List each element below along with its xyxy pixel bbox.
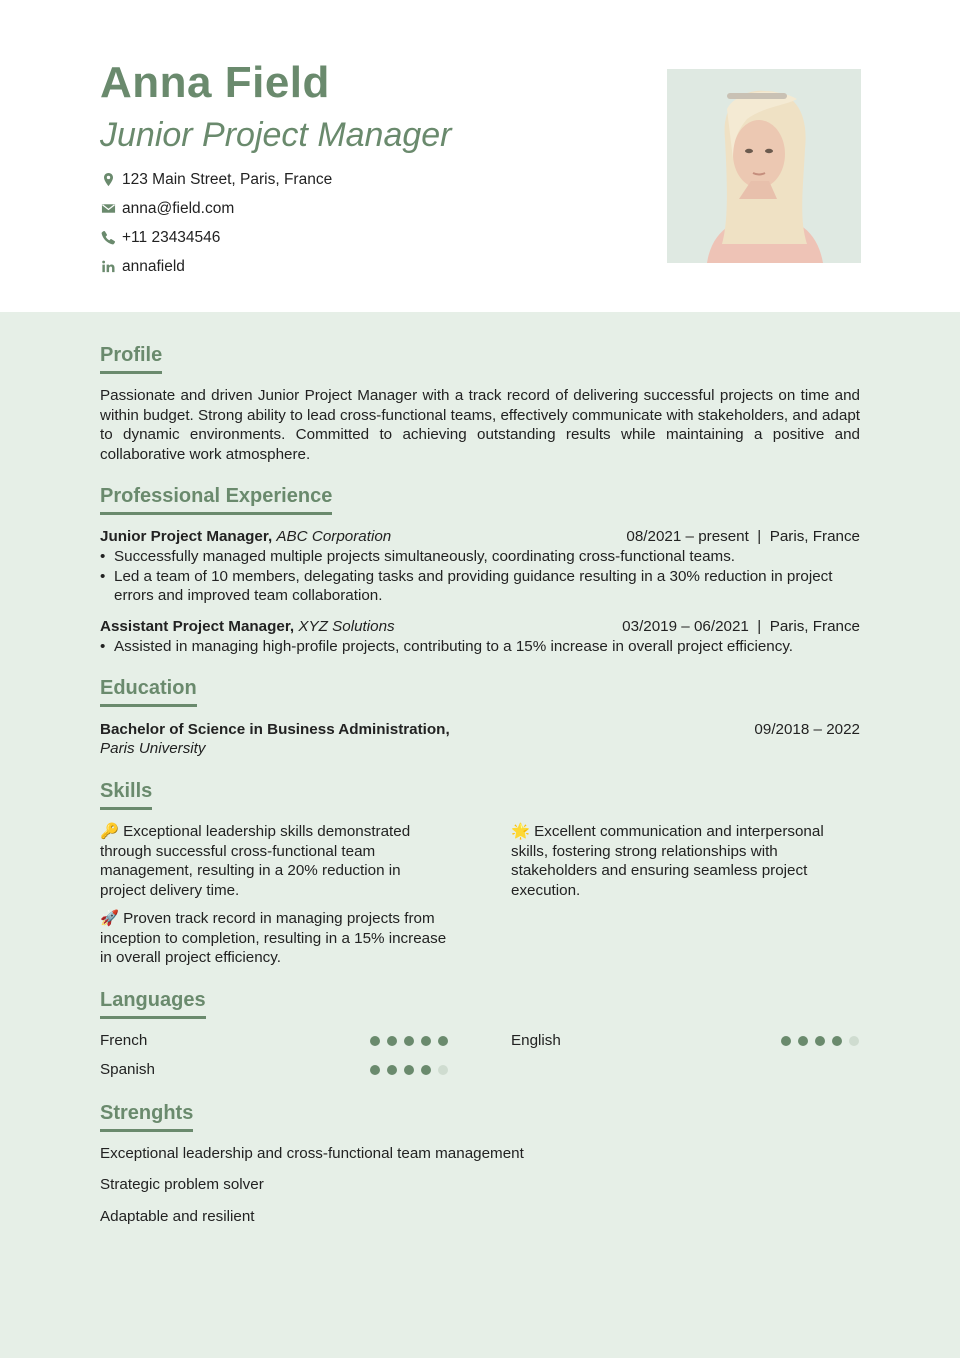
job-2-company: XYZ Solutions — [298, 618, 395, 635]
job-1-role: Junior Project Manager, — [100, 528, 273, 545]
skill-item-3: 🚀 Proven track record in managing projects from inception to completion, resulting in a 15% increase in overall project efficiency. — [100, 910, 447, 966]
job-2-location: Paris, France — [769, 618, 860, 635]
job-1-title — [100, 527, 391, 547]
education-header — [100, 720, 860, 740]
contact-phone[interactable] — [100, 223, 332, 252]
resume-header — [0, 0, 960, 312]
phone-icon — [100, 230, 116, 246]
job-1-header — [100, 527, 860, 547]
education-heading: Education — [100, 676, 197, 707]
rating-dot-filled — [387, 1065, 397, 1075]
contact-linkedin[interactable] — [100, 252, 332, 281]
rating-dot-filled — [815, 1036, 825, 1046]
strengths-heading: Strenghts — [100, 1101, 193, 1132]
profile-heading: Profile — [100, 343, 162, 374]
contact-address — [100, 165, 332, 194]
rating-dot-empty — [849, 1036, 859, 1046]
rating-dot-empty — [438, 1065, 448, 1075]
job-1-bullets — [100, 547, 840, 606]
job-2-meta: 03/2019 – 06/2021 | Paris, France — [622, 618, 860, 635]
job-1-location: Paris, France — [769, 528, 860, 545]
education-dates: 09/2018 – 2022 — [754, 721, 860, 738]
strength-item-2: Strategic problem solver — [100, 1176, 264, 1193]
contact-phone-text[interactable]: +11 23434546 — [122, 228, 221, 246]
rating-dot-filled — [370, 1065, 380, 1075]
rating-dot-filled — [370, 1036, 380, 1046]
rating-dot-filled — [404, 1065, 414, 1075]
rating-dot-filled — [421, 1065, 431, 1075]
strength-item-3: Adaptable and resilient — [100, 1208, 255, 1225]
list-item: • Assisted in managing high-profile projects, contributing to a 15% increase in overall project efficiency. — [100, 637, 860, 657]
contact-address-text: 123 Main Street, Paris, France — [122, 170, 333, 188]
strength-item-1: Exceptional leadership and cross-functional team management — [100, 1145, 524, 1162]
contact-list — [100, 165, 332, 281]
candidate-title: Junior Project Manager — [100, 116, 452, 154]
job-2-header — [100, 617, 860, 637]
candidate-name: Anna Field — [100, 58, 330, 107]
language-rating-spanish — [370, 1065, 448, 1075]
language-name-french: French — [100, 1032, 148, 1049]
contact-email-text[interactable]: anna@field.com — [122, 199, 235, 217]
job-1-meta: 08/2021 – present | Paris, France — [626, 528, 860, 545]
job-1-dates: 08/2021 – present — [626, 528, 749, 545]
language-name-english: English — [511, 1032, 561, 1049]
education-school: Paris University — [100, 740, 206, 757]
contact-email[interactable] — [100, 194, 332, 223]
rating-dot-filled — [438, 1036, 448, 1046]
experience-heading: Professional Experience — [100, 484, 332, 515]
job-2-dates: 03/2019 – 06/2021 — [622, 618, 749, 635]
resume-body — [0, 312, 960, 1358]
job-2-title — [100, 617, 395, 637]
job-2-role: Assistant Project Manager, — [100, 618, 295, 635]
list-item: • Successfully managed multiple projects simultaneously, coordinating cross-functional teams. — [100, 547, 840, 567]
language-name-spanish: Spanish — [100, 1061, 155, 1078]
rating-dot-filled — [421, 1036, 431, 1046]
envelope-icon — [100, 201, 116, 217]
rating-dot-filled — [781, 1036, 791, 1046]
skills-heading: Skills — [100, 779, 152, 810]
language-rating-french — [370, 1036, 448, 1046]
contact-linkedin-text[interactable]: annafield — [122, 257, 185, 275]
list-item: • Led a team of 10 members, delegating tasks and providing guidance resulting in a 30% reduction in project errors and improved team collaboration. — [100, 567, 840, 606]
education-degree: Bachelor of Science in Business Administration, — [100, 721, 450, 738]
rating-dot-filled — [404, 1036, 414, 1046]
rating-dot-filled — [798, 1036, 808, 1046]
rating-dot-filled — [832, 1036, 842, 1046]
skill-item-2: 🌟 Excellent communication and interpersonal skills, fostering strong relationships with stakeholders and ensuring seamless project execution. — [511, 823, 824, 899]
location-pin-icon — [100, 172, 116, 188]
skill-item-1: 🔑 Exceptional leadership skills demonstrated through successful cross-functional team management, resulting in a 20% reduction in project delivery time. — [100, 823, 411, 899]
profile-text: Passionate and driven Junior Project Manager with a track record of delivering successful projects on time and within budget. Strong ability to lead cross-functional teams, effectively communicate with stakeholders, and adapt to dynamic environments. Committed to achieving outstanding results while maintaining a positive and collaborative work atmosphere. — [100, 387, 860, 463]
language-rating-english — [781, 1036, 859, 1046]
rating-dot-filled — [387, 1036, 397, 1046]
profile-photo — [667, 69, 861, 263]
linkedin-icon — [100, 259, 116, 275]
languages-heading: Languages — [100, 988, 206, 1019]
job-1-company: ABC Corporation — [276, 528, 392, 545]
job-2-bullets — [100, 637, 860, 657]
